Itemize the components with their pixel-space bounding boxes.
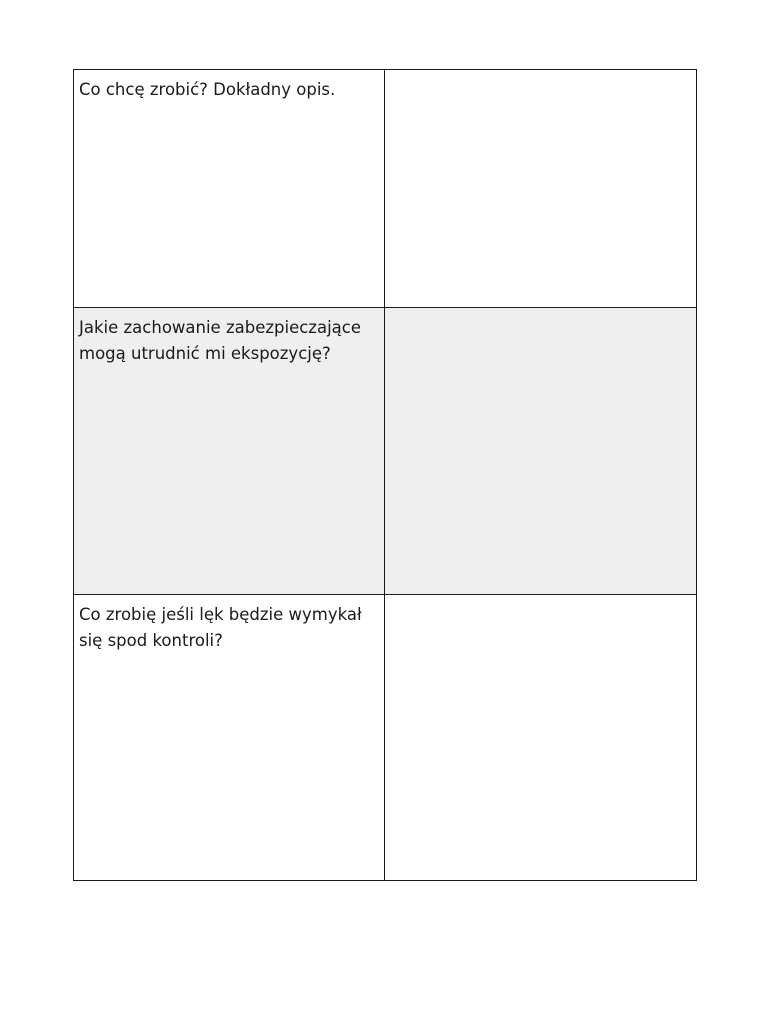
answer-cell[interactable] — [385, 70, 697, 308]
question-text: Jakie zachowanie zabezpieczające mogą utrudnić mi ekspozycję? — [79, 318, 361, 363]
question-cell — [74, 308, 385, 595]
table-row — [74, 595, 697, 881]
question-text: Co zrobię jeśli lęk będzie wymykał się spod kontroli? — [79, 605, 362, 650]
table-row — [74, 70, 697, 308]
worksheet-table — [73, 69, 697, 881]
answer-cell[interactable] — [385, 595, 697, 881]
question-text: Co chcę zrobić? Dokładny opis. — [79, 80, 336, 99]
question-cell — [74, 595, 385, 881]
table-row — [74, 308, 697, 595]
answer-cell[interactable] — [385, 308, 697, 595]
question-cell — [74, 70, 385, 308]
